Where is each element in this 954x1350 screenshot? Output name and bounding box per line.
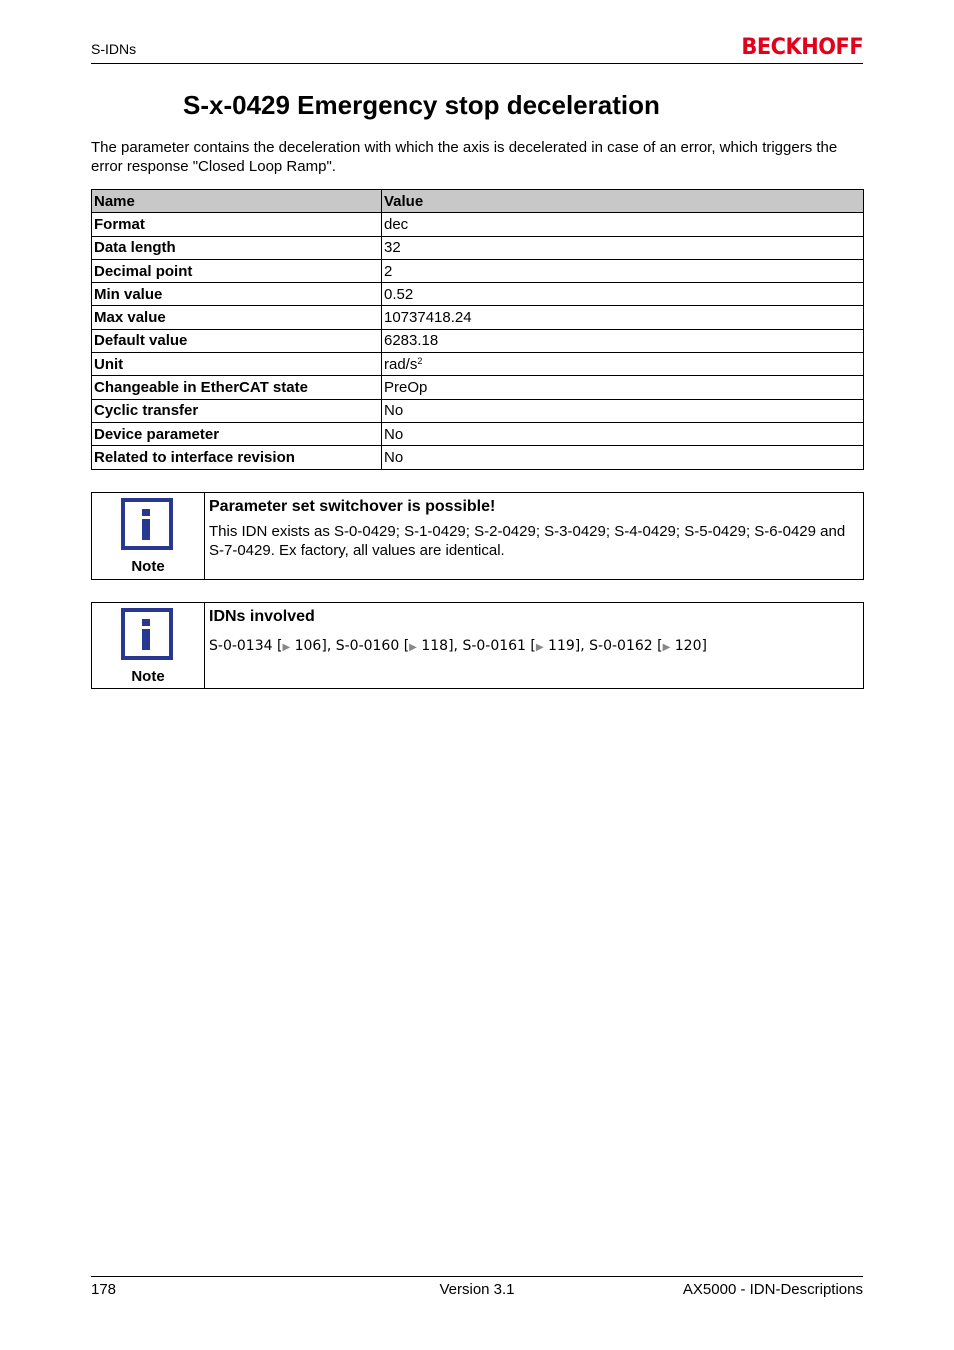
note-label: Note <box>131 558 165 575</box>
arrow-icon: ▶ <box>282 642 291 653</box>
note-box-switchover <box>91 492 864 580</box>
row-name: Unit <box>92 353 382 376</box>
idn-ref-link[interactable]: S-0-0160 [▶ 118] <box>335 638 454 654</box>
page-number: 178 <box>91 1281 117 1298</box>
parameter-table <box>91 189 864 470</box>
note-text: This IDN exists as S-0-0429; S-1-0429; S-2-0429; S-3-0429; S-4-0429; S-5-0429; S-6-0429 and S-7-0429. Ex factory, all values are identical. <box>209 523 846 559</box>
table-header-row <box>92 190 864 213</box>
column-header-name: Name <box>92 190 382 213</box>
info-icon <box>121 608 173 660</box>
row-name: Data length <box>92 236 382 259</box>
arrow-icon: ▶ <box>535 642 544 653</box>
beckhoff-logo: BECKHOFF <box>741 35 863 60</box>
row-name: Max value <box>92 306 382 329</box>
row-name: Format <box>92 213 382 236</box>
row-value <box>382 353 864 376</box>
row-name: Default value <box>92 329 382 352</box>
footer-divider <box>91 1276 863 1277</box>
row-value: No <box>382 399 864 422</box>
row-name: Device parameter <box>92 422 382 445</box>
row-name: Changeable in EtherCAT state <box>92 376 382 399</box>
row-value: 32 <box>382 236 864 259</box>
table-row <box>92 353 864 376</box>
column-header-value: Value <box>382 190 864 213</box>
table-row <box>92 422 864 445</box>
table-row <box>92 236 864 259</box>
note-label: Note <box>131 668 165 685</box>
row-name: Related to interface revision <box>92 446 382 469</box>
row-value: No <box>382 446 864 469</box>
note-body <box>205 603 863 688</box>
table-row <box>92 399 864 422</box>
table-row <box>92 376 864 399</box>
row-value: dec <box>382 213 864 236</box>
table-row <box>92 259 864 282</box>
row-name: Cyclic transfer <box>92 399 382 422</box>
note-body <box>205 493 863 579</box>
unit-exponent: 2 <box>417 355 423 366</box>
arrow-icon: ▶ <box>662 642 671 653</box>
row-value: No <box>382 422 864 445</box>
row-value: 10737418.24 <box>382 306 864 329</box>
table-row <box>92 329 864 352</box>
note-title: IDNs involved <box>209 608 315 625</box>
note-icon-column <box>92 603 205 688</box>
row-name: Min value <box>92 283 382 306</box>
row-name: Decimal point <box>92 259 382 282</box>
row-value: 2 <box>382 259 864 282</box>
version-label: Version 3.1 <box>439 1281 515 1298</box>
row-value: 0.52 <box>382 283 864 306</box>
arrow-icon: ▶ <box>409 642 417 653</box>
idn-references: S-0-0134 [▶ 106], S-0-0160 [▶ 118], S-0-0161 [▶ 119], S-0-0162 [▶ 120] <box>209 638 707 654</box>
row-value: 6283.18 <box>382 329 864 352</box>
document-title: AX5000 - IDN-Descriptions <box>682 1281 863 1298</box>
note-icon-column <box>92 493 205 579</box>
table-row <box>92 306 864 329</box>
intro-paragraph: The parameter contains the deceleration with which the axis is decelerated in case of an error, which triggers the error response "Closed Loop Ramp". <box>91 139 838 175</box>
idn-ref-link[interactable]: S-0-0162 [▶ 120] <box>589 638 707 654</box>
page-title: S-x-0429 Emergency stop deceleration <box>183 90 660 120</box>
table-row <box>92 213 864 236</box>
note-title: Parameter set switchover is possible! <box>209 498 496 515</box>
idn-ref-link[interactable]: S-0-0134 [▶ 106] <box>209 638 327 654</box>
info-icon <box>121 498 173 550</box>
unit-text: rad/s <box>384 355 418 373</box>
header-section: S-IDNs <box>91 41 137 57</box>
row-value: PreOp <box>382 376 864 399</box>
note-box-idns <box>91 602 864 689</box>
idn-ref-link[interactable]: S-0-0161 [▶ 119] <box>462 638 581 654</box>
table-row <box>92 283 864 306</box>
header-divider <box>91 63 863 64</box>
table-row <box>92 446 864 469</box>
